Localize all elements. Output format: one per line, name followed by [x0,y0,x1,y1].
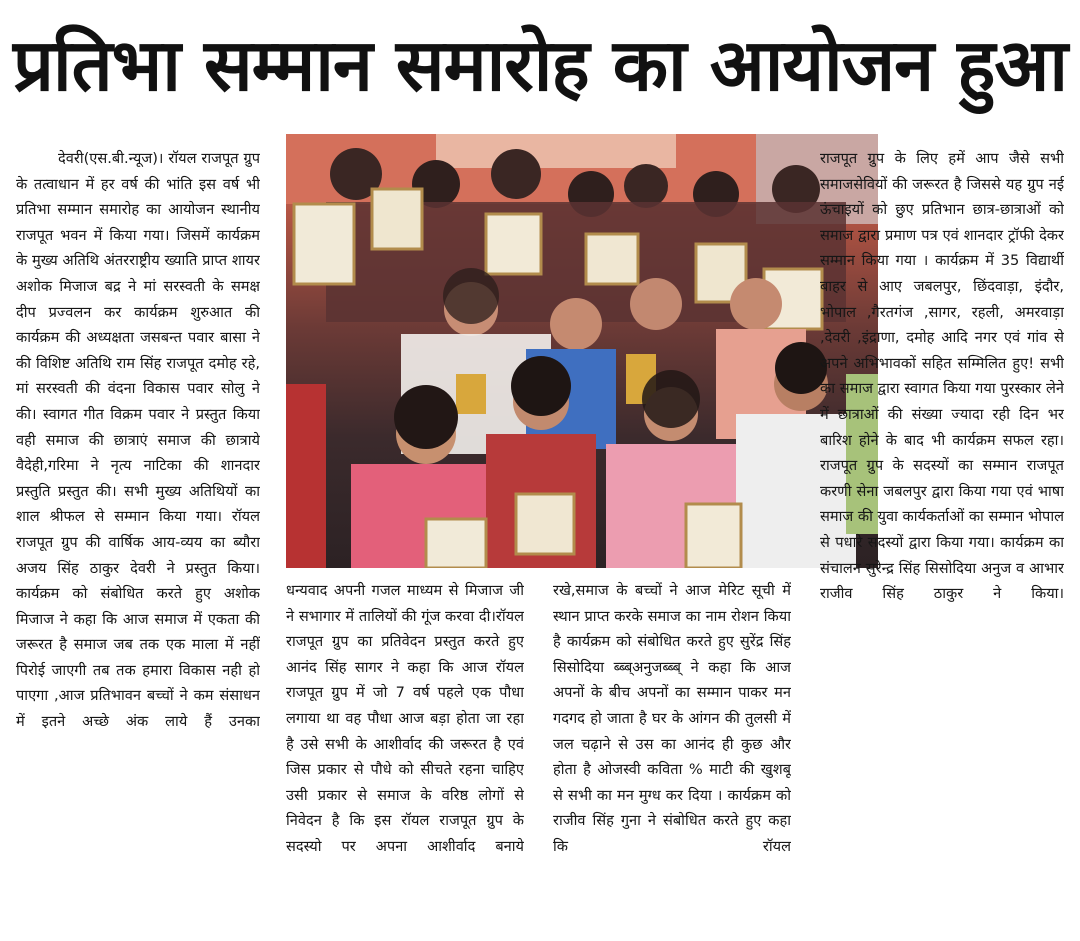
group-photo [286,134,878,568]
group-photo-illustration [286,134,878,568]
article-column-3: रखे,समाज के बच्चों ने आज मेरिट सूची में स्थान प्राप्त करके समाज का नाम रोशन किया है कार्यक्रम को संबोधित करते हुए सुरेंद्र सिंह सिसोदिया ब्ब्ब्अनुजब्ब्ब् ने कहा कि आज अपनों के बीच अपनों का सम्मान पाकर मन गदगद हो जाता है घर के आंगन की तुलसी में जल चढ़ाने से उस का आनंद ही कुछ और होता है ओजस्वी कविता % माटी की खुशबू से सभी का मन मुग्ध कर दिया । कार्यक्रम को राजीव सिंह गुना ने संबोधित करते हुए कहा कि रॉयल [553,582,791,855]
headline: प्रतिभा सम्मान समारोह का आयोजन हुआ [13,23,1067,107]
article-column-4: राजपूत ग्रुप के लिए हमें आप जैसे सभी समाजसेवियों की जरूरत है जिससे यह ग्रुप नई ऊंचाइयों को छुए प्रतिभान छात्र-छात्राओं को समाज द्वारा प्रमाण पत्र एवं शानदार ट्रॉफी देकर सम्मान किया गया । कार्यक्रम में 35 विद्यार्थी बाहर से आए जबलपुर, छिंदवाड़ा, इंदौर, भोपाल ,गैरतगंज ,सागर, रहली, अमरवाड़ा ,देवरी ,इंद्राणा, दमोह आदि नगर एवं गांव से अपने अभिभावकों सहित सम्मिलित हुए! सभी का समाज द्वारा स्वागत किया गया पुरस्कार लेने में छात्राओं की संख्या ज्यादा रही दिन भर बारिश होने के बाद भी कार्यक्रम सफल रहा। राजपूत ग्रुप के सदस्यों का सम्मान राजपूत करणी सेना जबलपुर द्वारा किया गया एवं भाषा समाज की युवा कार्यकर्ताओं का सम्मान भोपाल से पधारे सदस्यों द्वारा किया गया। कार्यक्रम का संचालन सुरेन्द्र सिंह सिसोदिया अनुज व आभार राजीव सिंह ठाकुर ने किया। [820,150,1064,603]
banner-strip [436,134,676,168]
article-column-2: धन्यवाद अपनी गजल माध्यम से मिजाज जी ने सभागार में तालियों की गूंज करवा दी।रॉयल राजपूत ग्रुप का प्रतिवेदन प्रस्तुत करते हुए आनंद सिंह सागर ने कहा कि आज रॉयल राजपूत ग्रुप में जो 7 वर्ष पहले एक पौधा लगाया था वह पौधा आज बड़ा होता जा रहा है उसे सभी के आशीर्वाद की जरूरत है एवं जिस प्रकार से पौधे को सीचते रहना चाहिए उसी प्रकार से समाज के वरिष्ठ लोगों से निवेदन है कि इस रॉयल राजपूत ग्रुप के सदस्यो पर अपना आशीर्वाद बनाये [286,582,524,855]
article-column-1: देवरी(एस.बी.न्यूज)। रॉयल राजपूत ग्रुप के तत्वाधान में हर वर्ष की भांति इस वर्ष भी प्रतिभा सम्मान समारोह का आयोजन स्थानीय राजपूत भवन में किया गया। जिसमें कार्यक्रम के मुख्य अतिथि अंतरराष्ट्रीय ख्याति प्राप्त शायर अशोक मिजाज बद्र ने मां सरस्वती के समक्ष दीप प्रज्वलन कर कार्यक्रम शुरुआत की कार्यक्रम की अध्यक्षता जसबन्त पवार बासा ने की विशिष्ट अतिथि राम सिंह राजपूत दमोह रहे, मां सरस्वती की वंदना विकास पवार सोलु ने की। स्वागत गीत विक्रम पवार ने प्रस्तुत किया वही समाज की छात्राएं समाज की छात्राये वैदेही,गरिमा ने नृत्य नाटिका की शानदार प्रस्तुति प्रस्तुत की। सभी मुख्य अतिथियों का शाल श्रीफल से सम्मान किया गया। रॉयल राजपूत ग्रुप की वार्षिक आय-व्यय का ब्यौरा अजय सिंह ठाकुर देवरी ने प्रस्तुत किया। कार्यक्रम को संबोधित करते हुए अशोक मिजाज ने कहा कि आज समाज में एकता की जरूरत है समाज जब तक एक माला में नहीं पिरोई जाएगी तब तक हमारा विकास नही हो पाएगा ,आज प्रतिभावन बच्चों ने कम संसाधन में इतने अच्छे अंक लाये हैं उनका [16,150,260,731]
